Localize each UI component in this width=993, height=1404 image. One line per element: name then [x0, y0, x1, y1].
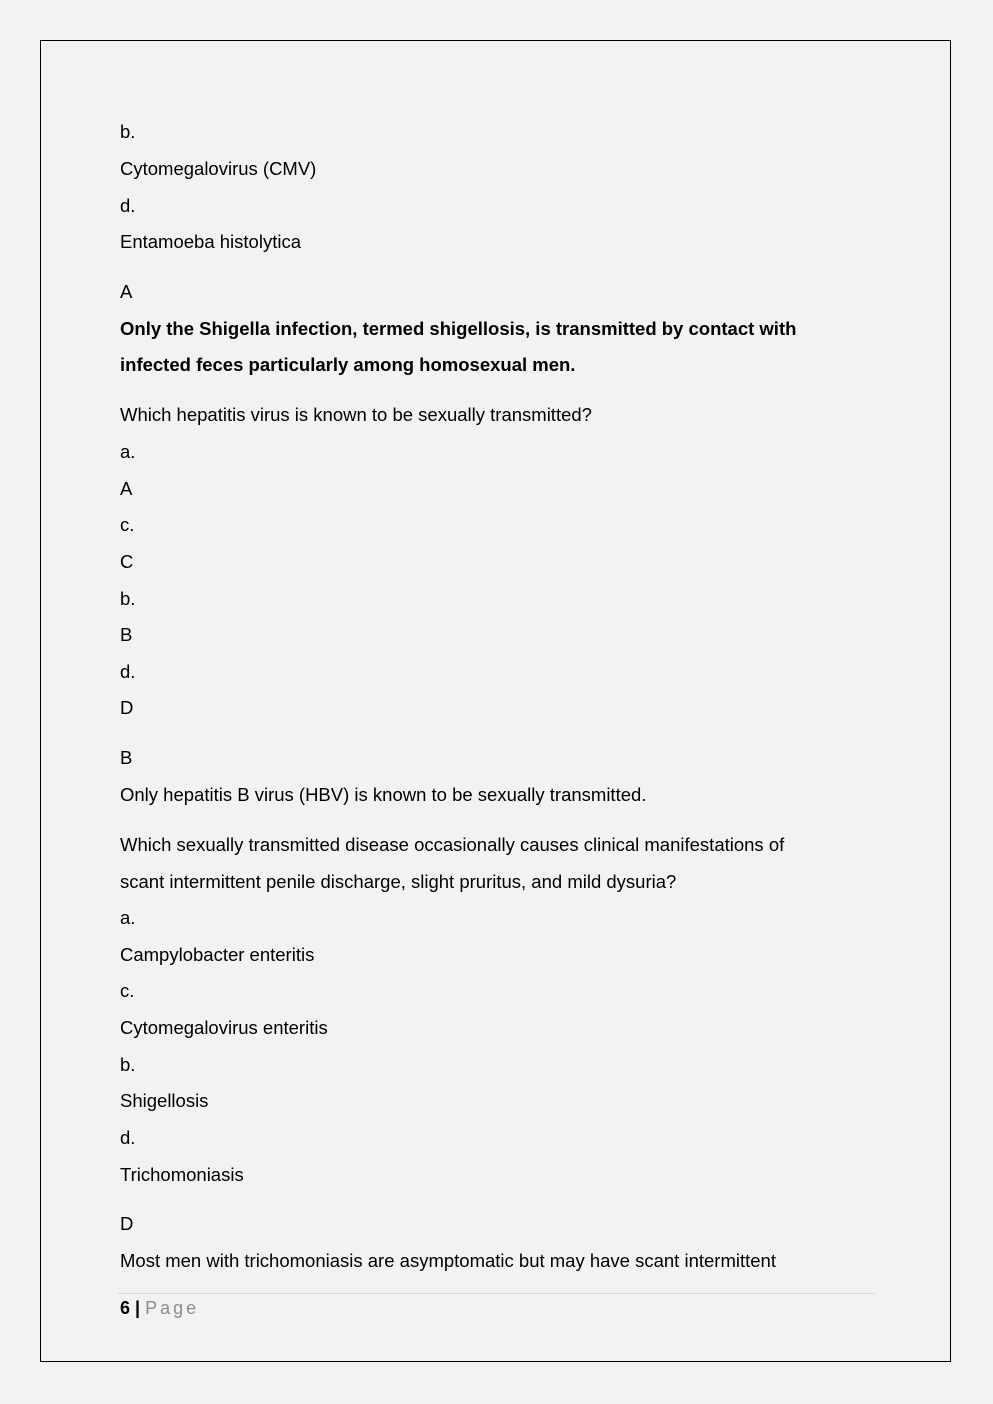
text-line: Campylobacter enteritis — [120, 944, 315, 965]
page-label: Page — [145, 1298, 200, 1318]
text-line: Shigellosis — [120, 1090, 209, 1111]
text-line: b. — [120, 588, 136, 609]
text-line: Entamoeba histolytica — [120, 231, 301, 252]
text-line: D — [120, 697, 134, 718]
text-line: c. — [120, 980, 135, 1001]
text-line: a. — [120, 441, 136, 462]
text-line: Trichomoniasis — [120, 1164, 244, 1185]
page-footer — [120, 1297, 199, 1319]
answer-letter: A — [120, 281, 133, 302]
text-line: A — [120, 478, 133, 499]
footer-divider — [118, 1293, 875, 1294]
text-line: d. — [120, 661, 136, 682]
text-line: b. — [120, 1054, 136, 1075]
text-line: B — [120, 624, 133, 645]
answer-letter: D — [120, 1213, 134, 1234]
rationale-text: Most men with trichomoniasis are asymptomatic but may have scant intermittent — [120, 1250, 776, 1271]
text-line: c. — [120, 514, 135, 535]
question-text: Which sexually transmitted disease occasionally causes clinical manifestations of — [120, 834, 785, 855]
question-text: Which hepatitis virus is known to be sexually transmitted? — [120, 404, 592, 425]
text-line: d. — [120, 195, 136, 216]
rationale-text: infected feces particularly among homosexual men. — [120, 354, 576, 375]
text-line: Cytomegalovirus enteritis — [120, 1017, 328, 1038]
rationale-text: Only hepatitis B virus (HBV) is known to be sexually transmitted. — [120, 784, 647, 805]
page-number: 6 — [120, 1298, 131, 1318]
text-line: d. — [120, 1127, 136, 1148]
footer-separator: | — [135, 1298, 141, 1318]
text-line: Cytomegalovirus (CMV) — [120, 158, 317, 179]
question-text: scant intermittent penile discharge, slight pruritus, and mild dysuria? — [120, 871, 677, 892]
text-line: b. — [120, 121, 136, 142]
answer-letter: B — [120, 747, 133, 768]
text-line: C — [120, 551, 134, 572]
rationale-text: Only the Shigella infection, termed shigellosis, is transmitted by contact with — [120, 318, 797, 339]
text-line: a. — [120, 907, 136, 928]
